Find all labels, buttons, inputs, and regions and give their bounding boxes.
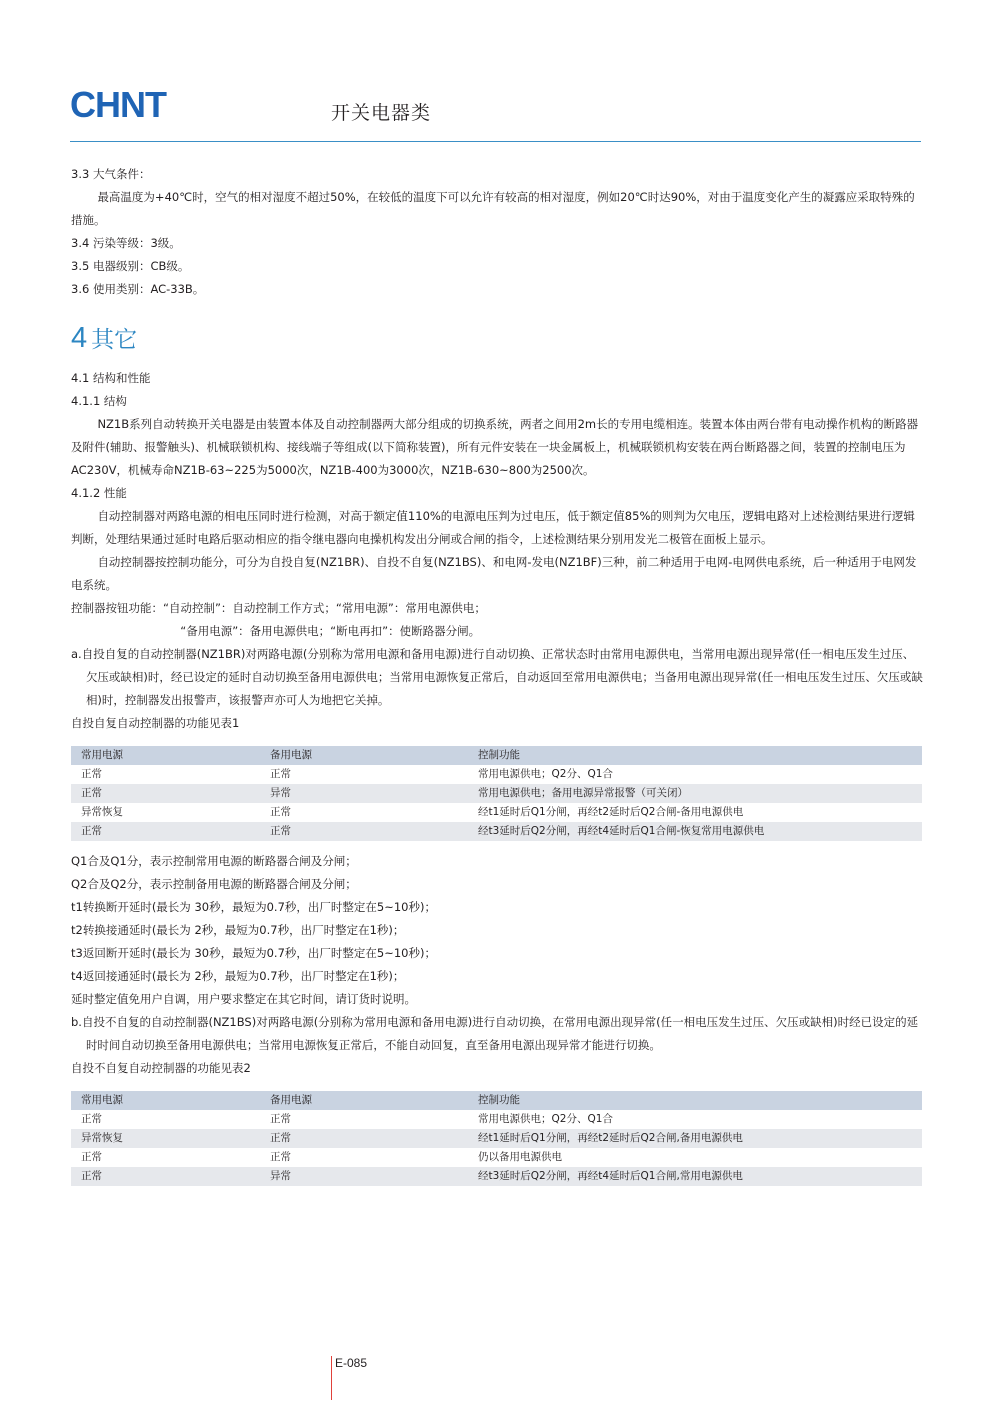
table-header-row (71, 1091, 922, 1110)
table-cell: 正常 (260, 822, 468, 841)
table-cell: 正常 (270, 1113, 291, 1125)
table-header-cell: 常用电源 (71, 746, 260, 765)
page-content (71, 163, 923, 1195)
note-line: t2转换接通延时(最长为 2秒，最短为0.7秒，出厂时整定在1秒)； (71, 923, 405, 937)
table-cell: 经t3延时后Q2分闸，再经t4延时后Q1合闸,常用电源供电 (468, 1167, 922, 1186)
table-cell: 仍以备用电源供电 (478, 1151, 562, 1163)
table-cell: 正常 (81, 1151, 102, 1163)
table-header-row (71, 746, 922, 765)
table-cell: 正常 (71, 1167, 260, 1186)
heading-4-1-1: 4.1.1 结构 (71, 394, 127, 408)
note-line: t1转换断开延时(最长为 30秒，最短为0.7秒，出厂时整定在5~10秒)； (71, 900, 436, 914)
table-cell: 正常 (81, 1113, 102, 1125)
heading-4-1: 4.1 结构和性能 (71, 371, 151, 385)
section-number: 4 (71, 322, 88, 354)
paragraph-a: a.自投自复的自动控制器(NZ1BR)对两路电源(分别称为常用电源和备用电源)进行自动切换、正常状态时由常用电源供电，当常用电源出现异常(任一相电压发生过压、欠压或缺相)时，经已设定的延时自动切换至备用电源供电；当常用电源恢复正常后，自动返回至常用电源供电；当备用电源出现异常(任一相电压发生过压、欠压或缺相)时，控制器发出报警声，该报警声亦可人为地把它关掉。 (71, 647, 923, 707)
paragraph-performance-2: 自动控制器按控制功能分，可分为自投自复(NZ1BR)、自投不自复(NZ1BS)、和电网-发电(NZ1BF)三种，前二种适用于电网-电网供电系统，后一种适用于电网发电系统。 (71, 555, 917, 592)
table-cell: 正常 (71, 784, 260, 803)
table-cell: 异常 (260, 1167, 468, 1186)
table-cell: 常用电源供电；Q2分、Q1合 (478, 1113, 613, 1125)
note-line: t3返回断开延时(最长为 30秒，最短为0.7秒，出厂时整定在5~10秒)； (71, 946, 436, 960)
heading-3-6: 3.6 使用类别：AC-33B。 (71, 282, 205, 296)
table-row (71, 1110, 922, 1129)
table-cell: 正常 (270, 1151, 291, 1163)
button-functions-line-2: “备用电源”：备用电源供电；“断电再扣”：使断路器分闸。 (180, 624, 481, 638)
paragraph-performance-1: 自动控制器对两路电源的相电压同时进行检测，对高于额定值110%的电源电压判为过电压，低于额定值85%的则判为欠电压，逻辑电路对上述检测结果进行逻辑判断，处理结果通过延时电路后驱动相应的指令继电器向电操机构发出分闸或合闸的指令，上述检测结果分别用发光二极管在面板上显示。 (71, 509, 915, 546)
chnt-logo (70, 86, 194, 122)
table-cell: 正常 (260, 1129, 468, 1148)
brand-logo-text: CHNT (70, 86, 166, 122)
table-row (71, 822, 922, 841)
note-line: Q1合及Q1分，表示控制常用电源的断路器合闸及分闸； (71, 854, 357, 868)
table-row (71, 1148, 922, 1167)
table-header-cell: 备用电源 (260, 1091, 468, 1110)
table-2-caption: 自投不自复自动控制器的功能见表2 (71, 1061, 251, 1075)
button-functions-line-1: 控制器按钮功能：“自动控制”：自动控制工作方式；“常用电源”：常用电源供电； (71, 601, 486, 615)
table-header-cell: 控制功能 (468, 1091, 922, 1110)
table-cell: 异常恢复 (71, 1129, 260, 1148)
heading-4-1-2: 4.1.2 性能 (71, 486, 127, 500)
table-cell: 经t3延时后Q2分闸，再经t4延时后Q1合闸-恢复常用电源供电 (468, 822, 922, 841)
table-cell: 经t1延时后Q1分闸，再经t2延时后Q2合闸,备用电源供电 (468, 1129, 922, 1148)
category-title: 开关电器类 (331, 102, 432, 124)
heading-3-5: 3.5 电器级别：CB级。 (71, 259, 190, 273)
table-header-cell: 备用电源 (260, 746, 468, 765)
note-line: t4返回接通延时(最长为 2秒，最短为0.7秒，出厂时整定在1秒)； (71, 969, 405, 983)
section-4-title (71, 319, 923, 357)
page-number: E-085 (335, 1356, 368, 1370)
table-cell: 正常 (270, 768, 291, 780)
table-cell: 常用电源供电；Q2分、Q1合 (478, 768, 613, 780)
table-cell: 常用电源供电；备用电源异常报警（可关闭） (468, 784, 922, 803)
section-title-text: 其它 (91, 327, 138, 353)
heading-3-3: 3.3 大气条件： (71, 167, 151, 181)
table-cell: 正常 (81, 768, 102, 780)
paragraph-atmosphere: 最高温度为+40℃时，空气的相对湿度不超过50%，在较低的温度下可以允许有较高的相对湿度，例如20℃时达90%，对由于温度变化产生的凝露应采取特殊的措施。 (71, 190, 915, 227)
note-line: 延时整定值免用户自调，用户要求整定在其它时间，请订货时说明。 (71, 992, 416, 1006)
table-header-cell: 常用电源 (71, 1091, 260, 1110)
paragraph-structure: NZ1B系列自动转换开关电器是由装置本体及自动控制器两大部分组成的切换系统，两者之间用2m长的专用电缆相连。装置本体由两台带有电动操作机构的断路器及附件(辅助、报警触头)、机械联锁机构、接线端子等组成(以下简称装置)，所有元件安装在一块金属板上，机械联锁机构安装在两台断路器之间，装置的控制电压为AC230V，机械寿命NZ1B-63~225为5000次，NZ1B-400为3000次，NZ1B-630~800为2500次。 (71, 417, 919, 477)
table-row (71, 765, 922, 784)
heading-3-4: 3.4 污染等级：3级。 (71, 236, 181, 250)
table-row (71, 1167, 922, 1186)
paragraph-b: b.自投不自复的自动控制器(NZ1BS)对两路电源(分别称为常用电源和备用电源)进行自动切换，在常用电源出现异常(任一相电压发生过压、欠压或缺相)时经已设定的延时时间自动切换至备用电源供电；当常用电源恢复正常后，不能自动回复，直至备用电源出现异常才能进行切换。 (71, 1015, 919, 1052)
function-table-2 (71, 1091, 922, 1186)
table-1-caption: 自投自复自动控制器的功能见表1 (71, 716, 240, 730)
table-header-cell: 控制功能 (468, 746, 922, 765)
table-cell: 经t1延时后Q1分闸，再经t2延时后Q2合闸-备用电源供电 (478, 806, 744, 818)
table-row (71, 803, 922, 822)
table-row (71, 1129, 922, 1148)
note-line: Q2合及Q2分，表示控制备用电源的断路器合闸及分闸； (71, 877, 357, 891)
table-cell: 正常 (71, 822, 260, 841)
function-table-1 (71, 746, 922, 841)
header-divider (70, 141, 921, 142)
table-cell: 异常恢复 (81, 806, 123, 818)
table-row (71, 784, 922, 803)
table-cell: 异常 (260, 784, 468, 803)
table-cell: 正常 (270, 806, 291, 818)
footer-divider (331, 1356, 332, 1400)
